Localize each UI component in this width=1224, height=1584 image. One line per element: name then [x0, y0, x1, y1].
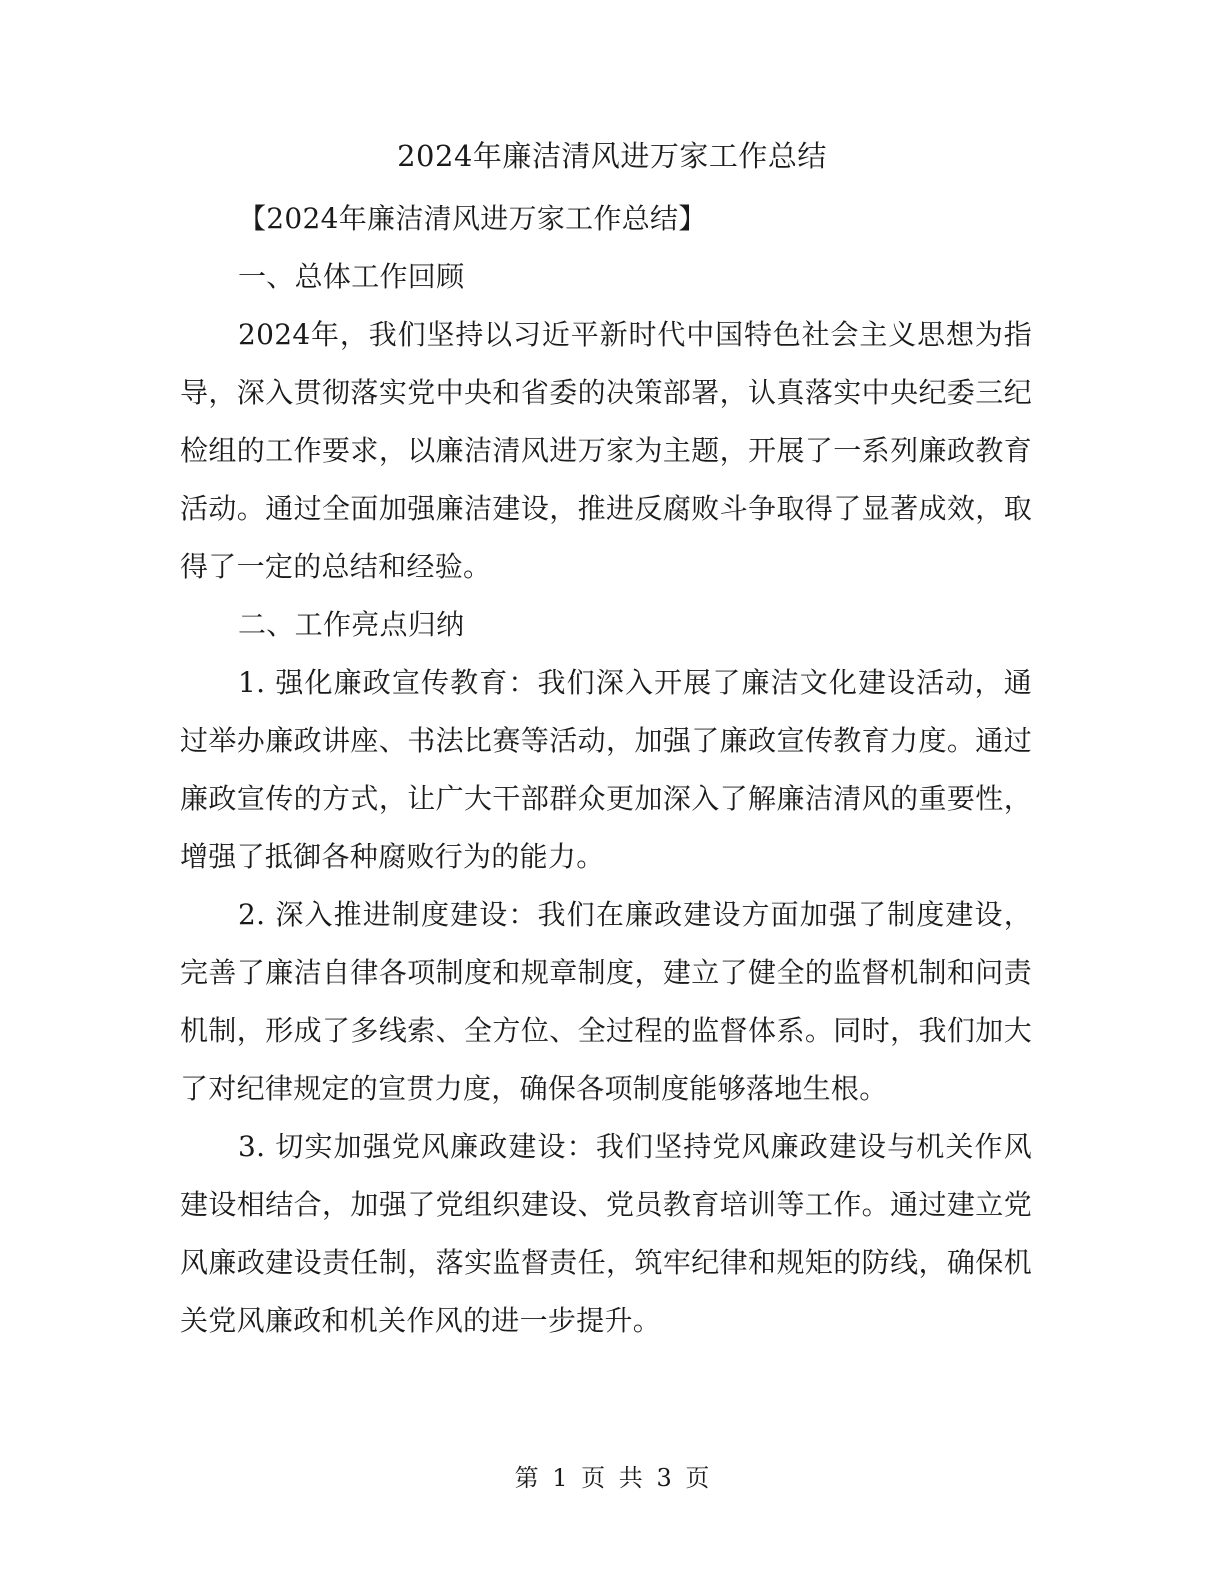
document-body [180, 190, 1032, 1350]
body-paragraph-heading-bracket: 【2024年廉洁清风进万家工作总结】 [238, 202, 707, 235]
body-paragraph-overview: 2024年，我们坚持以习近平新时代中国特色社会主义思想为指导，深入贯彻落实党中央和省委的决策部署，认真落实中央纪委三纪检组的工作要求，以廉洁清风进万家为主题，开展了一系列廉政教育活动。通过全面加强廉洁建设，推进反腐败斗争取得了显著成效，取得了一定的总结和经验。 [180, 318, 1032, 583]
section-heading-overview: 一、总体工作回顾 [238, 260, 465, 293]
body-paragraph-highlight-2: 2. 深入推进制度建设：我们在廉政建设方面加强了制度建设，完善了廉洁自律各项制度和规章制度，建立了健全的监督机制和问责机制，形成了多线索、全方位、全过程的监督体系。同时，我们加大了对纪律规定的宣贯力度，确保各项制度能够落地生根。 [180, 898, 1032, 1105]
page-number-footer: 第 1 页 共 3 页 [514, 1464, 710, 1492]
body-paragraph-highlight-3: 3. 切实加强党风廉政建设：我们坚持党风廉政建设与机关作风建设相结合，加强了党组织建设、党员教育培训等工作。通过建立党风廉政建设责任制，落实监督责任，筑牢纪律和规矩的防线，确保机关党风廉政和机关作风的进一步提升。 [180, 1130, 1032, 1337]
section-heading-highlights: 二、工作亮点归纳 [238, 608, 465, 641]
document-title: 2024年廉洁清风进万家工作总结 [397, 139, 827, 173]
body-paragraph-highlight-1: 1. 强化廉政宣传教育：我们深入开展了廉洁文化建设活动，通过举办廉政讲座、书法比赛等活动，加强了廉政宣传教育力度。通过廉政宣传的方式，让广大干部群众更加深入了解廉洁清风的重要性，增强了抵御各种腐败行为的能力。 [180, 666, 1032, 873]
